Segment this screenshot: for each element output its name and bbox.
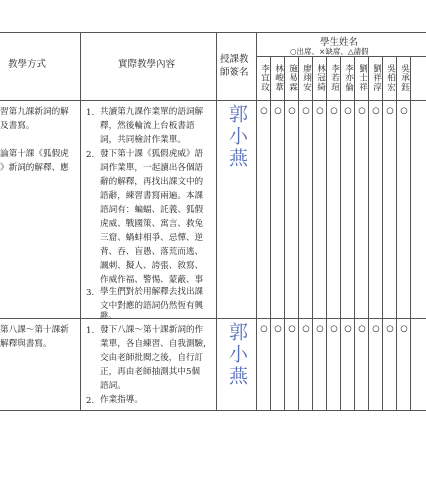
row1-item3-line: 學生們對於用解釋去找出課 — [100, 287, 204, 297]
row1-item2-line: 背、吞、盲愚、落荒而逃、 — [100, 247, 204, 257]
row1-item1-line: 釋，然後輪流上台板書語 — [100, 121, 195, 131]
attendance-mark: ○ — [316, 324, 324, 334]
attendance-mark: ○ — [358, 106, 366, 116]
attendance-mark: ○ — [316, 106, 324, 116]
student-name: 李宜玟 — [259, 64, 270, 92]
student-name: 李亦倫 — [343, 64, 354, 92]
student-name: 吳承鈺 — [399, 64, 410, 92]
student-name: 劉士祥 — [357, 64, 368, 92]
attendance-mark: ○ — [344, 106, 352, 116]
attendance-mark: ○ — [400, 106, 408, 116]
row1-item1-number: 1. — [86, 108, 95, 118]
row1-item2-line: 作威作福、警惕、蒙蔽、事 — [100, 275, 204, 285]
row2-item2-number: 2. — [86, 396, 95, 406]
row2-method-line1: 第八課～第十課新 — [0, 325, 69, 335]
attendance-mark: ○ — [274, 324, 282, 334]
attendance-mark: ○ — [288, 106, 296, 116]
header-student-names: 學生姓名 — [320, 37, 359, 48]
student-name: 施易霖 — [287, 64, 298, 92]
row2-method-line2: 解釋與書寫。 — [0, 339, 52, 349]
student-name: 李若瑄 — [329, 64, 340, 92]
student-name: 林冠綺 — [315, 64, 326, 92]
row2-item1-line: 交由老師批閱之後，自行訂 — [100, 353, 204, 363]
teacher-signature-row1: 郭小燕 — [226, 104, 248, 170]
header-teaching-method: 教學方式 — [8, 59, 47, 70]
row1-item2-line: 詞作業單，一起讀出各個語 — [100, 163, 204, 173]
student-name: 劉祥淳 — [371, 64, 382, 92]
row1-item2-line: 三窟、蝸蚌相爭、忌憚、逆 — [100, 233, 204, 243]
header-teaching-content: 實際教學內容 — [118, 59, 176, 70]
attendance-mark: ○ — [372, 324, 380, 334]
student-name: 吳柏宏 — [385, 64, 396, 92]
row1-item2-line: 語辭，練習書寫兩遍。本課 — [100, 191, 204, 201]
attendance-mark: ○ — [260, 106, 268, 116]
row1-item2-line: 虎威、戰國策、寓言、救兔 — [100, 219, 204, 229]
row1-item2-line: 諷刺、擬人、誇張、敘寫、 — [100, 261, 204, 271]
row2-item1-line: 發下八課～第十課新詞的作 — [100, 325, 204, 335]
attendance-mark: ○ — [400, 324, 408, 334]
row1-method-line3: 論第十課《狐假虎 — [0, 149, 69, 159]
attendance-mark: ○ — [288, 324, 296, 334]
attendance-mark: ○ — [372, 106, 380, 116]
attendance-mark: ○ — [274, 106, 282, 116]
attendance-legend: ○出席、×缺席、△請假 — [290, 47, 369, 56]
attendance-mark: ○ — [344, 324, 352, 334]
row1-method-line1: 習第九課新詞的解 — [0, 107, 69, 117]
attendance-mark: ○ — [386, 324, 394, 334]
row1-item2-line: 辭的解釋，再找出課文中的 — [100, 177, 204, 187]
row2-item1-line: 語詞。 — [100, 381, 126, 391]
student-name: 廖翊安 — [301, 64, 312, 92]
student-name: 林峻葦 — [273, 64, 284, 92]
attendance-mark: ○ — [386, 106, 394, 116]
row1-item2-line: 發下第十課《狐假虎威》語 — [100, 149, 204, 159]
attendance-mark: ○ — [302, 324, 310, 334]
row2-item1-line: 正，再由老師抽測其中5個 — [100, 367, 200, 377]
row1-item3-number: 3. — [86, 288, 95, 298]
row2-item2-line: 作業指導。 — [100, 395, 143, 405]
attendance-mark: ○ — [330, 106, 338, 116]
row1-item3-line: 趣。 — [100, 311, 116, 320]
teacher-signature-row2: 郭小燕 — [226, 322, 248, 388]
row1-item2-number: 2. — [86, 150, 95, 160]
row1-item1-line: 共讀第九課作業單的語詞解 — [100, 107, 204, 117]
row1-item2-line: 語詞有：蝙蝠、託義、狐假 — [100, 205, 204, 215]
attendance-mark: ○ — [330, 324, 338, 334]
attendance-mark: ○ — [260, 324, 268, 334]
row1-method-line4: 》新詞的解釋、應 — [0, 163, 69, 173]
row1-item1-line: 詞，共同檢討作業單。 — [100, 135, 186, 145]
row1-method-line2: 及書寫。 — [0, 121, 35, 131]
attendance-mark: ○ — [358, 324, 366, 334]
row2-item1-number: 1. — [86, 326, 95, 336]
row1-item3-line: 文中對應的語詞仍然恆有興 — [100, 301, 204, 311]
row2-item1-line: 業單，各自練習、自我測驗， — [100, 339, 212, 349]
attendance-mark: ○ — [302, 106, 310, 116]
header-teacher-signature: 授課教師簽名 — [220, 54, 249, 78]
